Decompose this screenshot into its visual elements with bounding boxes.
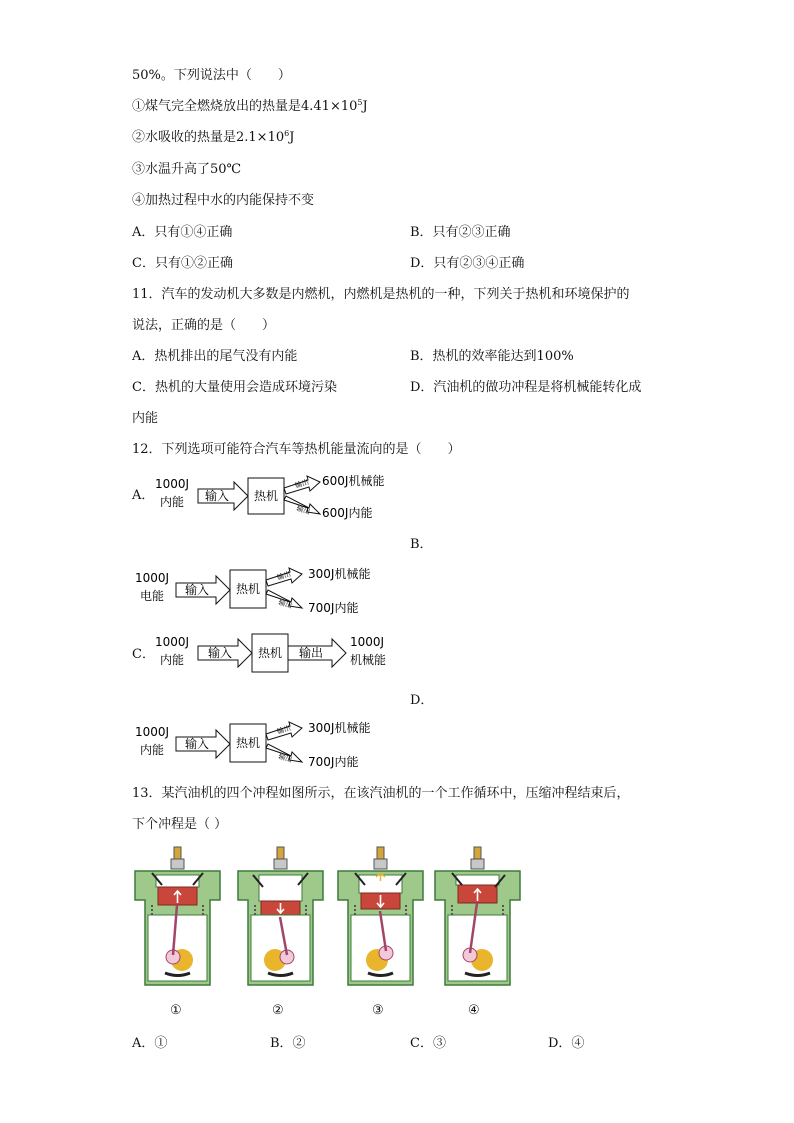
engine-stroke-1 [130,845,225,995]
q13-option-c[interactable]: C．③ [410,1036,446,1051]
q12a-input-label: 输入 [204,489,230,503]
q12-stem: 12．下列选项可能符合汽车等热机能量流向的是（ ） [132,442,461,457]
q12d-output-label-down: 输出 [277,752,294,765]
q12b-input-amount: 1000J [134,571,170,585]
q12d-input-label: 输入 [184,737,210,751]
q12a-engine-label: 热机 [253,489,279,503]
q10-option-a[interactable]: A．只有①④正确 [132,225,233,240]
q12c-engine-label: 热机 [257,646,283,660]
q12a-output-2: 600J内能 [322,506,373,520]
q12-diagram-a [150,470,410,528]
q11-option-d-line1[interactable]: D．汽油机的做功冲程是将机械能转化成 [410,380,642,395]
engine-stroke-4 [430,845,525,995]
q12-option-c-letter[interactable]: C． [132,647,155,662]
q10-stem-continued: 50%。下列说法中（ ） [132,68,291,83]
q12c-output-amount: 1000J [350,635,385,649]
q12a-input-amount: 1000J [154,477,190,491]
q12c-input-type: 内能 [159,653,185,667]
q12b-input-label: 输入 [184,583,210,597]
q12a-output-label-down: 输出 [295,504,312,517]
q12-diagram-c [150,628,410,686]
q12-option-b-letter[interactable]: B． [410,537,433,552]
q11-stem-line1: 11．汽车的发动机大多数是内燃机，内燃机是热机的一种，下列关于热机和环境保护的 [132,287,630,302]
q12c-input-amount: 1000J [154,635,190,649]
q13-stem-line1: 13．某汽油机的四个冲程如图所示，在该汽油机的一个工作循环中，压缩冲程结束后， [132,786,630,801]
q11-stem-line2: 说法，正确的是（ ） [132,318,276,333]
q12d-input-amount: 1000J [134,725,170,739]
q12d-output-1: 300J机械能 [308,721,371,735]
q10-statement-2: ②水吸收的热量是$2.1\times 10^6J$ [132,129,295,145]
q10-option-b[interactable]: B．只有②③正确 [410,225,511,240]
q12-option-d-letter[interactable]: D． [410,693,434,708]
engine-label-1: ① [170,1003,182,1018]
q12b-output-label-down: 输出 [277,598,294,611]
q12b-output-label-up: 输出 [276,569,292,582]
engine-label-4: ④ [468,1003,480,1018]
q12d-engine-label: 热机 [235,736,261,750]
q13-option-d[interactable]: D．④ [548,1036,585,1051]
q12b-output-1: 300J机械能 [308,567,371,581]
q12a-output-1: 600J机械能 [322,474,385,488]
q11-option-b[interactable]: B．热机的效率能达到100% [410,349,574,364]
q12-diagram-d [132,716,392,774]
q12b-engine-label: 热机 [235,582,261,596]
q11-option-c[interactable]: C．热机的大量使用会造成环境污染 [132,380,337,395]
q10-statement-1: ①煤气完全燃烧放出的热量是$4.41\times 10^5J$ [132,98,368,114]
q10-option-d[interactable]: D．只有②③④正确 [410,256,525,271]
q11-option-d-line2: 内能 [132,411,159,426]
q12d-output-2: 700J内能 [308,755,359,769]
engine-label-3: ③ [372,1003,384,1018]
engine-stroke-2 [233,845,328,995]
q12d-output-label-up: 输出 [276,723,292,736]
q12c-input-label: 输入 [207,646,233,660]
q10-statement-3: ③水温升高了50℃ [132,162,242,177]
q12c-output-label: 输出 [298,646,324,660]
q12d-input-type: 内能 [139,743,165,757]
q10-statement-4: ④加热过程中水的内能保持不变 [132,193,315,208]
q11-option-a[interactable]: A．热机排出的尾气没有内能 [132,349,298,364]
q12c-output-type: 机械能 [350,653,387,667]
q12-diagram-b [132,562,392,620]
q12a-input-type: 内能 [159,495,185,509]
q12b-output-2: 700J内能 [308,601,359,615]
engine-label-2: ② [272,1003,284,1018]
q10-option-c[interactable]: C．只有①②正确 [132,256,233,271]
q12b-input-type: 电能 [139,589,165,603]
q13-option-a[interactable]: A．① [132,1036,168,1051]
q13-option-b[interactable]: B．② [270,1036,306,1051]
q12a-output-label-up: 输出 [294,477,310,490]
q12-option-a-letter[interactable]: A． [132,488,155,503]
engine-stroke-3 [333,845,428,995]
q13-stem-line2: 下个冲程是（ ） [132,817,228,832]
